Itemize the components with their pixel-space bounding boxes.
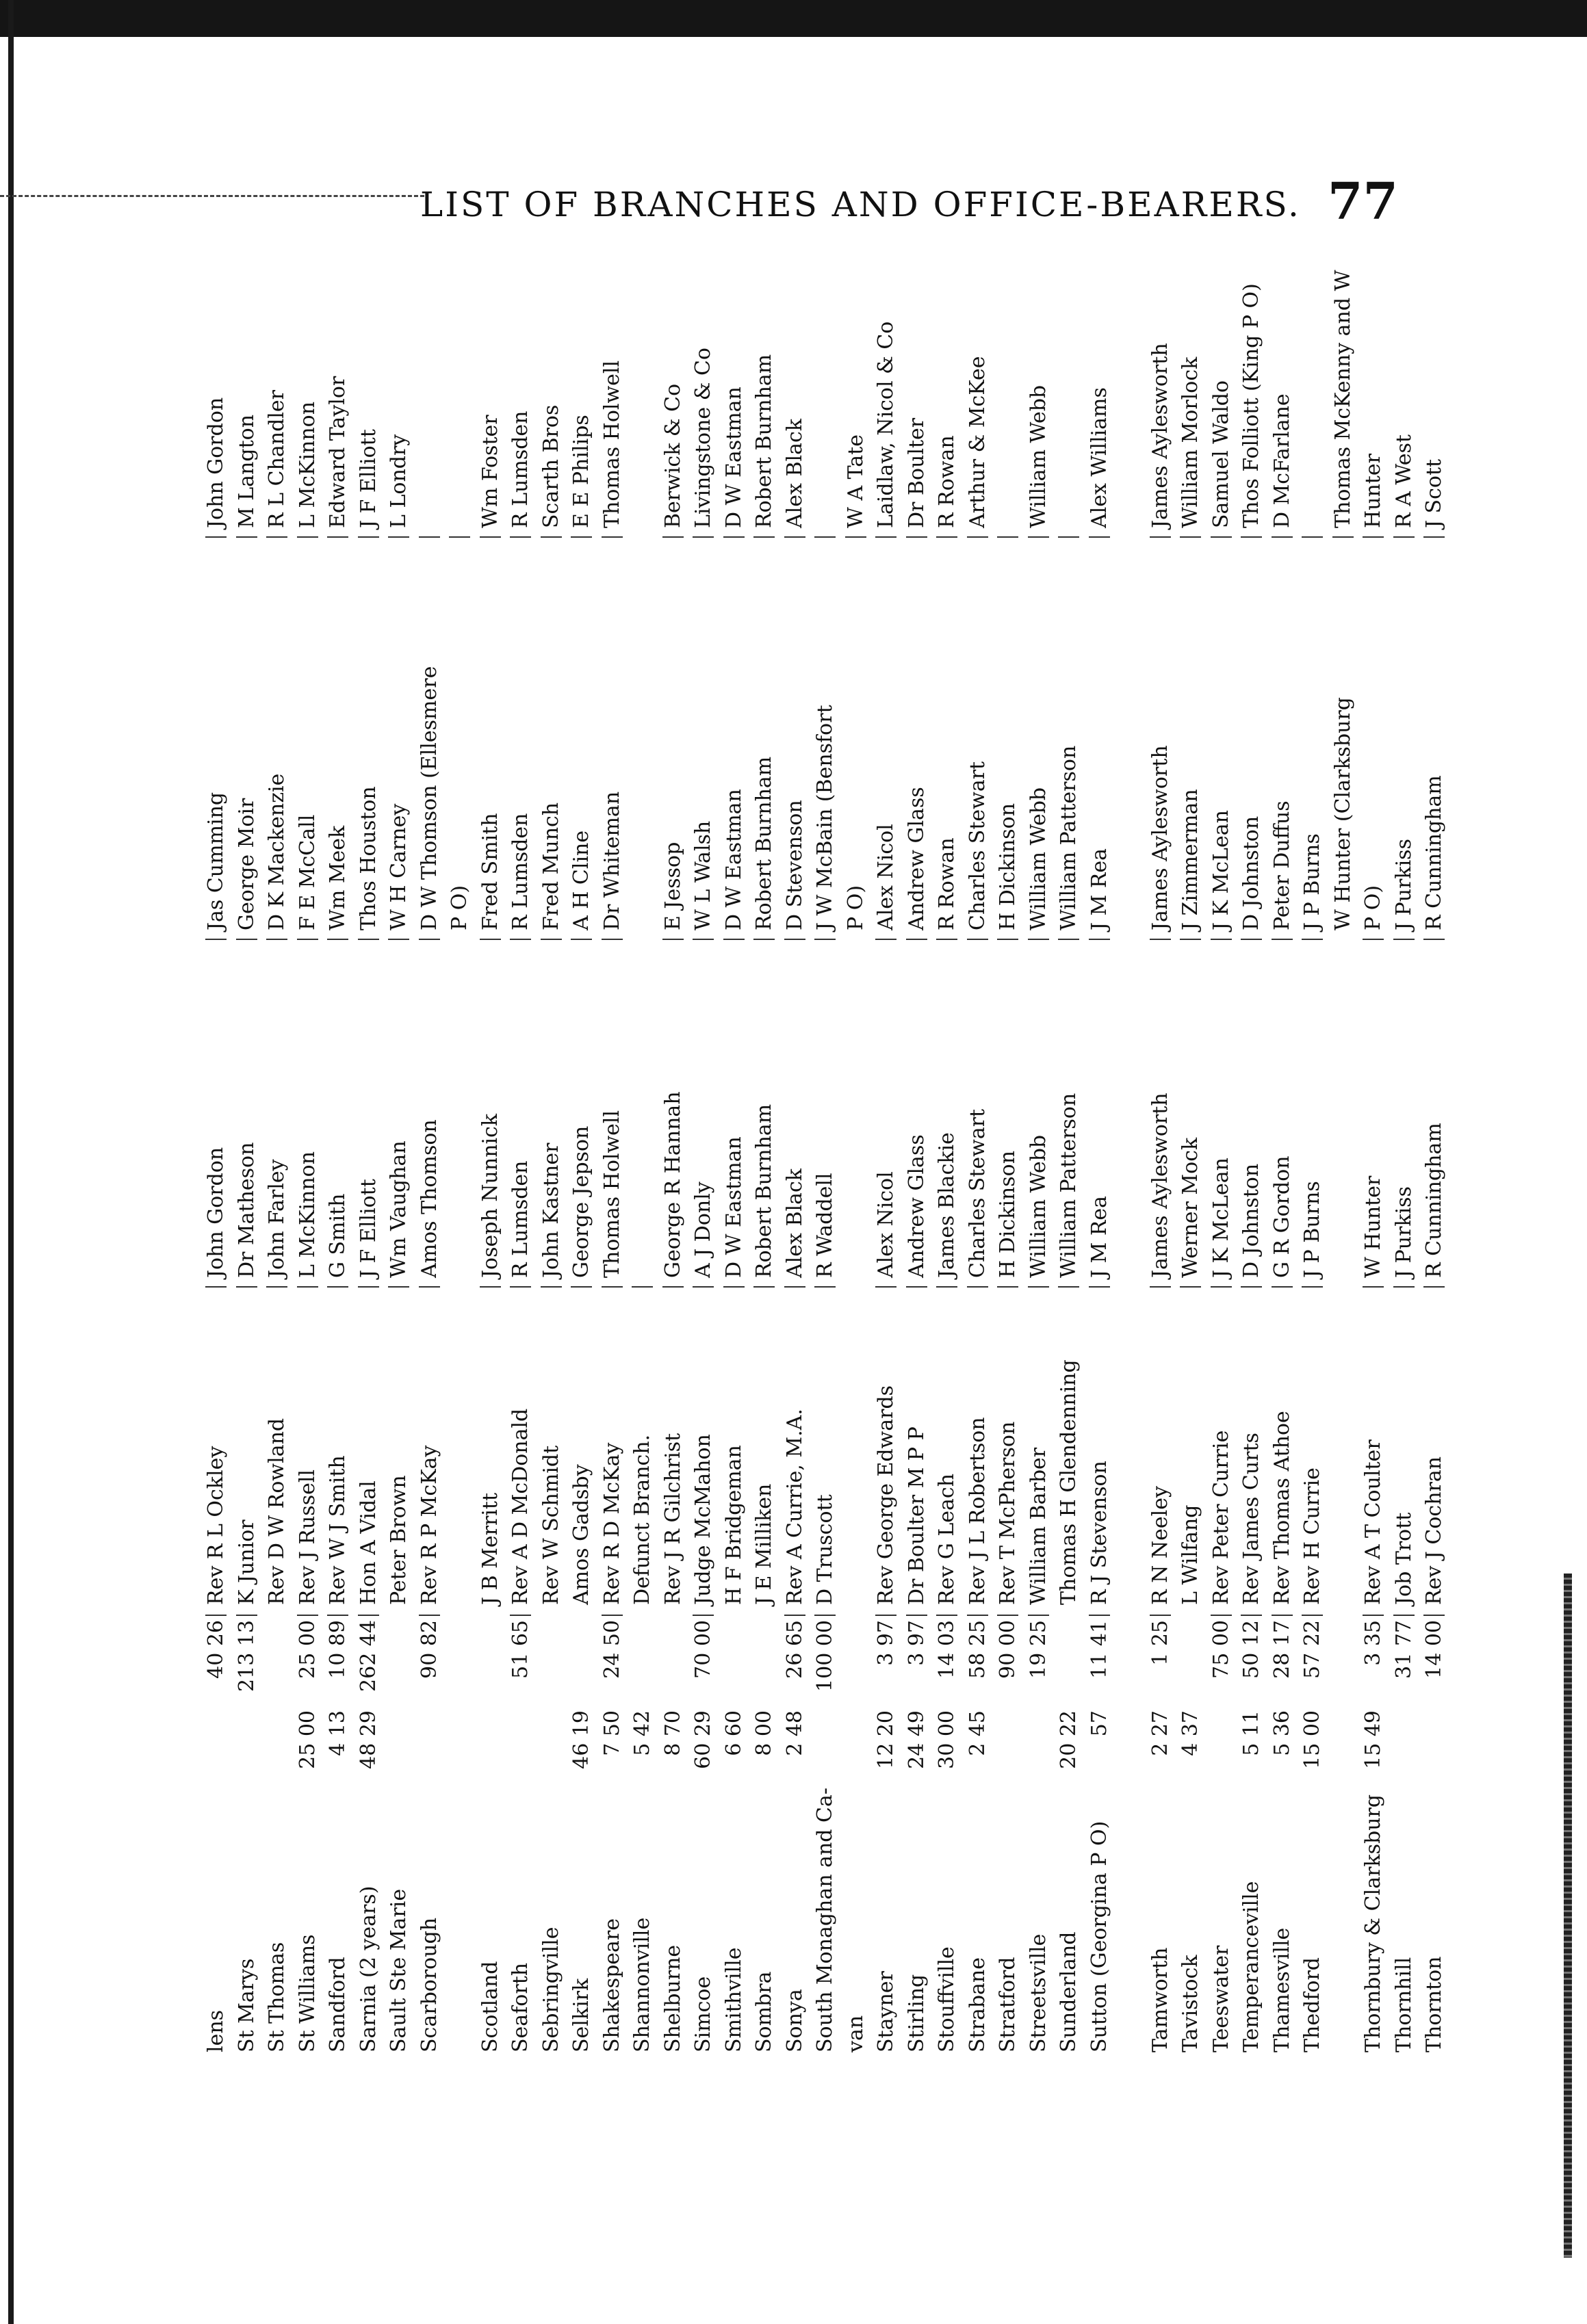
depositary-cell: John Gordon — [204, 397, 228, 528]
president-cell: H F Bridgeman — [723, 1286, 745, 1608]
branch-name-cell: Stratford — [996, 1957, 1020, 2052]
branch-name-cell: Teeswater — [1209, 1945, 1233, 2052]
branch-name-cell: Sombra — [752, 1971, 776, 2052]
branch-name-cell: Sandford — [326, 1957, 350, 2052]
treasurer-cell: William Patterson — [1058, 536, 1079, 933]
president-cell: William Barber — [1028, 1286, 1049, 1608]
treasurer-cell: J Purkiss — [1393, 536, 1415, 933]
scan-left-edge — [8, 0, 14, 2324]
secretary-cell: H Dickinson — [997, 939, 1018, 1281]
treasurer-cell: D Johnston — [1241, 536, 1262, 933]
amount-1-cell: 5 42 — [630, 1710, 654, 1756]
president-cell: Peter Brown — [388, 1286, 409, 1608]
amount-1-cell: 20 22 — [1057, 1710, 1081, 1769]
branch-name-cell: St Marys — [234, 1958, 259, 2052]
depositary-cell: L Londry — [387, 434, 411, 528]
amount-2-cell: 90 00 — [997, 1615, 1018, 1703]
treasurer-cell: Jas Cumming — [205, 536, 227, 933]
table-row — [693, 239, 714, 2052]
amount-1-cell: 12 20 — [874, 1710, 898, 1769]
president-cell: Hon A Vidal — [358, 1286, 379, 1608]
branch-name-cell: Simcoe — [691, 1976, 715, 2052]
amount-2-cell: 100 00 — [814, 1615, 836, 1703]
amount-1-cell: 57 — [1087, 1710, 1111, 1737]
branch-name-cell: Thamesville — [1269, 1927, 1294, 2052]
treasurer-cell: J M Rea — [1089, 536, 1110, 933]
branch-name-cell: Sunderland — [1057, 1931, 1081, 2052]
table-row — [936, 239, 957, 2052]
amount-2-cell: 31 77 — [1393, 1615, 1415, 1703]
scan-right-edge — [1564, 1574, 1572, 2258]
branch-name-cell: South Monaghan and Ca- — [813, 1787, 837, 2052]
page-title: LIST OF BRANCHES AND OFFICE-BEARERS. — [420, 185, 1301, 224]
table-row — [1058, 239, 1079, 2052]
president-cell: Rev J R Gilchrist — [662, 1286, 684, 1608]
depositary-cell: Dr Boulter — [904, 417, 929, 528]
president-cell: J B Merritt — [480, 1286, 501, 1608]
table-row — [1332, 239, 1354, 2052]
branch-name-cell: Sarnia (2 years) — [356, 1885, 380, 2052]
amount-2-cell: 28 17 — [1272, 1615, 1293, 1703]
secretary-cell: William Patterson — [1058, 939, 1079, 1281]
table-row — [571, 239, 592, 2052]
amount-2-cell: 75 00 — [1211, 1615, 1232, 1703]
branch-name-cell: Stayner — [874, 1971, 898, 2052]
treasurer-cell: J P Burns — [1302, 536, 1323, 933]
amount-2-cell: 3 97 — [875, 1615, 896, 1703]
depositary-cell: D W Eastman — [721, 387, 746, 528]
table-row — [632, 239, 653, 2052]
amount-1-cell: 48 29 — [356, 1710, 380, 1769]
depositary-cell: R Rowan — [935, 435, 959, 528]
president-cell: Rev J Russell — [297, 1286, 318, 1608]
table-row — [723, 239, 745, 2052]
depositary-cell: Laidlaw, Nicol & Co — [874, 321, 898, 528]
amount-1-cell: 8 00 — [752, 1710, 776, 1756]
secretary-cell: James Blackie — [936, 939, 957, 1281]
secretary-cell: John Farley — [266, 939, 287, 1281]
scan-top-border — [0, 0, 1587, 37]
table-row — [297, 239, 318, 2052]
president-cell: R N Neeley — [1150, 1286, 1171, 1608]
secretary-cell: A J Donly — [693, 939, 714, 1281]
treasurer-cell: P O) — [1363, 536, 1384, 933]
treasurer-cell: J K McLean — [1211, 536, 1232, 933]
treasurer-cell: R Rowan — [936, 536, 957, 933]
amount-1-cell: 2 27 — [1148, 1710, 1172, 1756]
depositary-cell: M Langton — [234, 414, 259, 528]
depositary-cell: E E Philips — [569, 415, 593, 528]
secretary-cell: R Lumsden — [510, 939, 531, 1281]
president-cell: Rev A Currie, M.A. — [784, 1286, 805, 1608]
table-row — [1119, 239, 1140, 2052]
treasurer-cell: F E McCall — [297, 536, 318, 933]
treasurer-cell: Robert Burnham — [753, 536, 775, 933]
treasurer-cell: Charles Stewart — [967, 536, 988, 933]
secretary-cell: William Webb — [1028, 939, 1049, 1281]
secretary-cell: J P Burns — [1302, 939, 1323, 1281]
table-row — [1028, 239, 1049, 2052]
treasurer-cell: William Webb — [1028, 536, 1049, 933]
branch-name-cell: Streetsville — [1026, 1933, 1050, 2052]
amount-2-cell: 3 35 — [1363, 1615, 1384, 1703]
branch-name-cell: Tamworth — [1148, 1947, 1172, 2052]
president-cell: Job Trott — [1393, 1286, 1415, 1608]
treasurer-cell: Peter Duffus — [1272, 536, 1293, 933]
table-row — [1211, 239, 1232, 2052]
amount-1-cell: 6 60 — [721, 1710, 746, 1756]
president-cell: Rev R P McKay — [419, 1286, 440, 1608]
president-cell: K Junior — [236, 1286, 257, 1608]
secretary-cell: G R Gordon — [1272, 939, 1293, 1281]
depositary-cell: Robert Burnham — [752, 354, 776, 528]
depositary-cell: W A Tate — [843, 434, 868, 528]
table-row — [1269, 239, 1294, 2052]
amount-2-cell: 70 00 — [693, 1615, 714, 1703]
table-row — [205, 239, 227, 2052]
branch-name-cell: Scarborough — [417, 1917, 441, 2052]
amount-2-cell: 3 97 — [906, 1615, 927, 1703]
treasurer-cell: D Stevenson — [784, 536, 805, 933]
table-row — [599, 239, 624, 2052]
treasurer-cell: James Aylesworth — [1150, 536, 1171, 933]
amount-1-cell: 25 00 — [295, 1710, 320, 1769]
amount-1-cell: 15 49 — [1361, 1710, 1385, 1769]
amount-1-cell: 4 13 — [326, 1710, 350, 1756]
president-cell: Thomas H Glendenning — [1058, 1286, 1079, 1608]
amount-2-cell: 25 00 — [297, 1615, 318, 1703]
table-row — [1363, 239, 1384, 2052]
depositary-cell: James Aylesworth — [1148, 343, 1172, 528]
secretary-cell: Wm Vaughan — [388, 939, 409, 1281]
president-cell: Rev W Schmidt — [541, 1286, 562, 1608]
branch-name-cell: Sebringville — [539, 1927, 563, 2052]
branch-name-cell: Thornbury & Clarksburg — [1361, 1794, 1385, 2052]
depositary-cell: R Lumsden — [508, 410, 532, 528]
treasurer-cell: Andrew Glass — [906, 536, 927, 933]
amount-2-cell: 24 50 — [602, 1615, 623, 1703]
secretary-cell: R Waddell — [814, 939, 836, 1281]
president-cell: Rev A T Coulter — [1363, 1286, 1384, 1608]
secretary-cell: Dr Matheson — [236, 939, 257, 1281]
president-cell: L Wilfang — [1180, 1286, 1201, 1608]
president-cell: Rev Peter Currie — [1211, 1286, 1232, 1608]
depositary-cell: Hunter — [1361, 454, 1385, 528]
table-row — [541, 239, 562, 2052]
branch-name-cell: Tavistock — [1178, 1955, 1202, 2052]
secretary-cell: Werner Mock — [1180, 939, 1201, 1281]
secretary-cell: Alex Nicol — [875, 939, 896, 1281]
treasurer-cell: D K Mackenzie — [266, 536, 287, 933]
secretary-cell: Andrew Glass — [906, 939, 927, 1281]
amount-1-cell: 30 00 — [935, 1710, 959, 1769]
branch-table — [205, 239, 1465, 2052]
amount-2-cell: 26 65 — [784, 1615, 805, 1703]
depositary-cell: D McFarlane — [1269, 393, 1294, 528]
depositary-cell: Scarth Bros — [539, 404, 563, 528]
president-cell: Rev H Currie — [1302, 1286, 1323, 1608]
table-row — [814, 239, 836, 2052]
table-row — [1423, 239, 1445, 2052]
treasurer-cell: Thos Houston — [358, 536, 379, 933]
amount-2-cell: 57 22 — [1302, 1615, 1323, 1703]
treasurer-cell: P O) — [449, 536, 470, 933]
amount-1-cell: 4 37 — [1178, 1710, 1202, 1756]
table-row — [1241, 239, 1262, 2052]
page-number: 77 — [1328, 172, 1398, 231]
president-cell: D Truscott — [814, 1286, 836, 1608]
depositary-cell: Thomas Holwell — [599, 360, 624, 528]
depositary-cell: J Scott — [1422, 458, 1446, 528]
table-row — [266, 239, 287, 2052]
amount-2-cell: 19 25 — [1028, 1615, 1049, 1703]
secretary-cell: Robert Burnham — [753, 939, 775, 1281]
amount-1-cell: 5 11 — [1239, 1710, 1263, 1756]
depositary-cell: Samuel Waldo — [1209, 380, 1233, 528]
table-row — [449, 239, 470, 2052]
amount-2-cell: 11 41 — [1089, 1615, 1110, 1703]
secretary-cell: Thomas Holwell — [602, 939, 623, 1281]
branch-name-cell: Thedford — [1300, 1957, 1324, 2052]
amount-1-cell: 60 29 — [691, 1710, 715, 1769]
table-row — [1089, 239, 1110, 2052]
page-header — [0, 172, 1587, 246]
table-row — [480, 239, 501, 2052]
secretary-cell: Joseph Nunnick — [480, 939, 501, 1281]
treasurer-cell: W Hunter (Clarksburg — [1332, 536, 1354, 933]
secretary-cell: J K McLean — [1211, 939, 1232, 1281]
treasurer-cell: E Jessop — [662, 536, 684, 933]
branch-name-cell: Stirling — [904, 1974, 929, 2052]
amount-2-cell: 14 00 — [1423, 1615, 1445, 1703]
branch-name-cell: Scotland — [478, 1961, 502, 2052]
branch-name-cell: Sonya — [782, 1989, 807, 2052]
amount-2-cell: 262 44 — [358, 1615, 379, 1703]
amount-2-cell: 213 13 — [236, 1615, 257, 1703]
secretary-cell: Alex Black — [784, 939, 805, 1281]
secretary-cell: W Hunter — [1363, 939, 1384, 1281]
branch-name-cell: Stouffville — [935, 1946, 959, 2052]
treasurer-cell: J Zimmerman — [1180, 536, 1201, 933]
president-cell: Rev W J Smith — [327, 1286, 348, 1608]
branch-name-cell: Shelburne — [660, 1944, 685, 2052]
secretary-cell: John Kastner — [541, 939, 562, 1281]
secretary-cell: J Purkiss — [1393, 939, 1415, 1281]
branch-name-cell: Selkirk — [569, 1978, 593, 2052]
table-row — [388, 239, 409, 2052]
amount-1-cell: 2 45 — [965, 1710, 990, 1756]
amount-2-cell: 90 82 — [419, 1615, 440, 1703]
amount-2-cell: 51 65 — [510, 1615, 531, 1703]
branch-name-cell: Temperanceville — [1239, 1881, 1263, 2052]
branch-name-cell: Shakespeare — [599, 1918, 624, 2052]
president-cell: Rev T McPherson — [997, 1286, 1018, 1608]
depositary-cell: Berwick & Co — [660, 383, 685, 528]
depositary-cell: Thos Folliott (King P O) — [1239, 283, 1263, 528]
treasurer-cell: R Cunningham — [1423, 536, 1445, 933]
treasurer-cell: Fred Smith — [480, 536, 501, 933]
depositary-cell: William Morlock — [1178, 356, 1202, 528]
president-cell: R J Stevenson — [1089, 1286, 1110, 1608]
table-row — [419, 239, 440, 2052]
secretary-cell: James Aylesworth — [1150, 939, 1171, 1281]
president-cell: Defunct Branch. — [632, 1286, 653, 1608]
table-row — [510, 239, 531, 2052]
president-cell: J E Milliken — [753, 1286, 775, 1608]
treasurer-cell: D W Thomson (Ellesmere — [419, 536, 440, 933]
table-row — [845, 239, 866, 2052]
treasurer-cell: D W Eastman — [723, 536, 745, 933]
president-cell: Rev J Cochran — [1423, 1286, 1445, 1608]
president-cell: Rev G Leach — [936, 1286, 957, 1608]
branch-name-cell: Strabane — [965, 1957, 990, 2052]
depositary-cell: Alex Black — [782, 419, 807, 528]
president-cell: Dr Boulter M P P — [906, 1286, 927, 1608]
secretary-cell: Amos Thomson — [419, 939, 440, 1281]
depositary-cell: J F Elliott — [356, 429, 380, 528]
treasurer-cell: Wm Meek — [327, 536, 348, 933]
secretary-cell: George R Hannah — [662, 939, 684, 1281]
amount-1-cell: 15 00 — [1300, 1710, 1324, 1769]
branch-name-cell: Thornhill — [1391, 1957, 1416, 2052]
table-row — [236, 239, 257, 2052]
treasurer-cell: Alex Nicol — [875, 536, 896, 933]
president-cell: Rev A D McDonald — [510, 1286, 531, 1608]
president-cell: Judge McMahon — [693, 1286, 714, 1608]
depositary-cell: R A West — [1391, 434, 1416, 528]
depositary-cell: Arthur & McKee — [965, 356, 990, 528]
branch-name-cell: Thornton — [1422, 1956, 1446, 2052]
amount-2-cell: 50 12 — [1241, 1615, 1262, 1703]
treasurer-cell: George Moir — [236, 536, 257, 933]
treasurer-cell: W H Carney — [388, 536, 409, 933]
depositary-cell: R L Chandler — [265, 390, 289, 528]
amount-2-cell: 40 26 — [205, 1615, 227, 1703]
amount-2-cell: 14 03 — [936, 1615, 957, 1703]
branch-name-cell: van — [843, 2015, 868, 2052]
treasurer-cell: A H Cline — [571, 536, 592, 933]
table-row — [967, 239, 988, 2052]
treasurer-cell: Dr Whiteman — [602, 536, 623, 933]
depositary-cell: William Webb — [1026, 384, 1050, 528]
amount-2-cell: 1 25 — [1150, 1615, 1171, 1703]
table-row — [906, 239, 927, 2052]
president-cell: Amos Gadsby — [571, 1286, 592, 1608]
depositary-cell: Alex Williams — [1087, 387, 1111, 528]
secretary-cell: George Jepson — [571, 939, 592, 1281]
table-row — [327, 239, 348, 2052]
secretary-cell: D W Eastman — [723, 939, 745, 1281]
depositary-cell: Livingstone & Co — [691, 348, 715, 528]
treasurer-cell: Fred Munch — [541, 536, 562, 933]
table-row — [784, 239, 805, 2052]
secretary-cell: G Smith — [327, 939, 348, 1281]
secretary-cell: J M Rea — [1089, 939, 1110, 1281]
amount-1-cell: 8 70 — [660, 1710, 685, 1756]
branch-name-cell: Sutton (Georgina P O) — [1087, 1820, 1111, 2052]
amount-1-cell: 24 49 — [904, 1710, 929, 1769]
branch-name-cell: St Thomas — [265, 1942, 289, 2052]
president-cell: Rev James Curts — [1241, 1286, 1262, 1608]
treasurer-cell: J W McBain (Bensfort — [814, 536, 836, 933]
president-cell: Rev Thomas Athoe — [1272, 1286, 1293, 1608]
secretary-cell: John Gordon — [205, 939, 227, 1281]
secretary-cell: J F Elliott — [358, 939, 379, 1281]
table-row — [997, 239, 1018, 2052]
amount-1-cell: 46 19 — [569, 1710, 593, 1769]
branch-name-cell: Smithville — [721, 1947, 746, 2052]
treasurer-cell: W L Walsh — [693, 536, 714, 933]
table-row — [662, 239, 684, 2052]
table-row — [753, 239, 775, 2052]
secretary-cell: Charles Stewart — [967, 939, 988, 1281]
president-cell: Rev R L Ockley — [205, 1286, 227, 1608]
table-row — [358, 239, 379, 2052]
amount-2-cell: 58 25 — [967, 1615, 988, 1703]
amount-2-cell: 10 89 — [327, 1615, 348, 1703]
secretary-cell: L McKinnon — [297, 939, 318, 1281]
president-cell: Rev George Edwards — [875, 1286, 896, 1608]
treasurer-cell: H Dickinson — [997, 536, 1018, 933]
branch-name-cell: Shannonville — [630, 1917, 654, 2052]
treasurer-cell: R Lumsden — [510, 536, 531, 933]
depositary-cell: L McKinnon — [295, 401, 320, 528]
amount-1-cell: 2 48 — [782, 1710, 807, 1756]
branch-name-cell: lens — [204, 2009, 228, 2052]
depositary-cell: Thomas McKenny and W — [1330, 270, 1355, 528]
secretary-cell: D Johnston — [1241, 939, 1262, 1281]
amount-1-cell: 5 36 — [1269, 1710, 1294, 1756]
president-cell: Rev R D McKay — [602, 1286, 623, 1608]
amount-1-cell: 7 50 — [599, 1710, 624, 1756]
table-row — [1393, 239, 1415, 2052]
depositary-cell: Edward Taylor — [326, 376, 350, 528]
table-row — [1180, 239, 1201, 2052]
branch-name-cell: Seaforth — [508, 1962, 532, 2052]
president-cell: Rev J L Robertson — [967, 1286, 988, 1608]
branch-name-cell: St Williams — [295, 1934, 320, 2052]
depositary-cell: Wm Foster — [478, 415, 502, 528]
branch-name-cell: Sault Ste Marie — [387, 1888, 411, 2052]
table-row — [1302, 239, 1323, 2052]
table-row — [1150, 239, 1171, 2052]
secretary-cell: R Cunningham — [1423, 939, 1445, 1281]
table-row — [875, 239, 896, 2052]
treasurer-cell: P O) — [845, 536, 866, 933]
president-cell: Rev D W Rowland — [266, 1286, 287, 1608]
